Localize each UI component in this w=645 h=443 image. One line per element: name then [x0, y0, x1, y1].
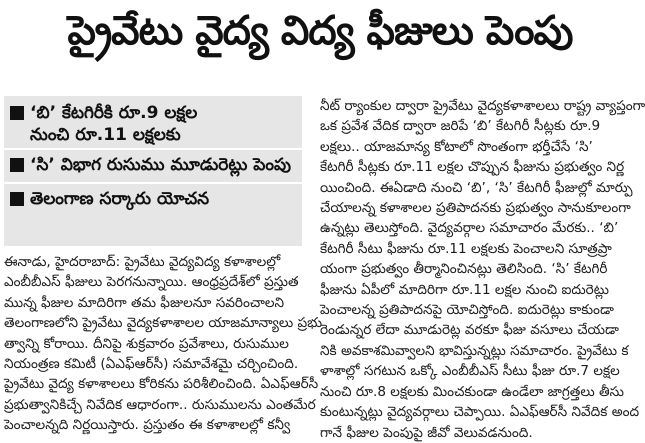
- subheading-item: [10, 188, 300, 214]
- bullet-square-icon: [10, 192, 24, 206]
- article-line: ఎంబీబీఎస్‌ ఫీజులు పెరగనున్నాయి. ఆంధ్రప్రదేశ్‌లో ప్రస్తుత: [4, 274, 299, 291]
- divider: [4, 148, 302, 150]
- article-line: నుంచి రూ.8 లక్షలకు మించకుండా ఉండేలా జాగ్రత్తలు తీసు: [320, 383, 624, 400]
- subheading-box: [4, 96, 302, 246]
- subheading-line: ‘బి’ కేటగిరీకి రూ.9 లక్షల: [30, 103, 198, 123]
- article-line: ఒక ప్రవేశ వేదిక ద్వారా జరిపే ‘బి’ కేటగిరీ సీట్లకు రూ.9: [320, 118, 601, 135]
- article-line: కేటగిరీ సీటు ఫీజును రూ.11 లక్షలకు పెంచాలని సూత్రప్రా: [320, 240, 612, 257]
- article-line: కేటగిరీ సీట్లకు రూ.11 లక్షల చొప్పున ఫీజును ప్రభుత్వం నిర్ణ: [320, 159, 625, 176]
- article-line: నికి అవకాశమివ్వాలని భావిస్తున్నట్లు సమాచారం. ప్రైవేటు క: [320, 342, 629, 359]
- bullet-square-icon: [10, 158, 24, 172]
- article-line: ప్రభుత్వానికిచ్చే నివేదిక ఆధారంగా.. రుసుములను ఎంతమేర: [4, 396, 316, 413]
- article-line: ళాశాల్లో సగటున ఒక్కో ఎంబీబీఎస్‌ సీటు ఫీజు రూ.7 లక్షల: [320, 363, 620, 380]
- bullet-square-icon: [10, 106, 24, 120]
- article-line: తెలంగాణలోని ప్రైవేటు వైద్యకళాశాలల యాజమాన్యాలు ప్రభు: [4, 315, 323, 332]
- article-line: ఫీజును ఏపీలో మాదిరిగా రూ.11 లక్షల నుంచి ఐదురెట్లు: [320, 281, 609, 298]
- article-line: నీట్‌ ర్యాంకుల ద్వారా ప్రైవేటు వైద్యకళాశాలలు రాష్ట్ర వ్యాప్తంగా: [320, 98, 645, 114]
- subheading-item: [10, 102, 300, 146]
- article-line: గానే ఫీజుల పెంపుపై జీవో వెలువడనుంది.: [320, 424, 533, 441]
- headline: ప్రైవేటు వైద్య విద్య ఫీజులు పెంపు: [67, 8, 573, 54]
- article-line: కుంటున్నట్లు వైద్యవర్గాలు చెప్పాయి. ఏఎఫ్‌ఆర్‌సీ నివేదిక అంద: [320, 404, 640, 421]
- subheading-line: ‘సి’ విభాగ రుసుము మూడురెట్లు పెంపు: [30, 155, 291, 175]
- article-line: పెంచాలన్నది నిర్ణయిస్తారు. ప్రస్తుతం ఈ కళాశాలల్లో కన్వీ: [4, 417, 291, 434]
- subheading-line: నుంచి రూ.11 లక్షలకు: [30, 125, 181, 145]
- article-line: ఉన్నట్లు తెలుస్తోంది. వైద్యవర్గాల సమాచారం మేరకు.. ‘బి’: [320, 220, 619, 237]
- divider: [4, 182, 302, 184]
- subheading-line: తెలంగాణ సర్కారు యోచన: [30, 189, 210, 209]
- subheading-item: [10, 154, 300, 180]
- article-line: రెండున్నర లేదా మూడురెట్ల వరకూ ఫీజు వసూలు చేయడా: [320, 322, 619, 339]
- article-line: త్వాన్ని కోరాయి. దీనిపై శుక్రవారం ప్రవేశాలు, రుసుముల: [4, 335, 289, 352]
- article-line: ప్రైవేటు వైద్య కళాశాలలు కోరికను పరిశీలించింది. ఏఎఫ్‌ఆర్‌సీ: [4, 376, 319, 393]
- article-line: పెంచాలన్న ప్రతిపాదనపై యోచిస్తోంది. ఐదురెట్లు కాకుండా: [320, 302, 614, 319]
- article-line: చేయాలన్న కళాశాలల ప్రతిపాదనకు ప్రభుత్వం సానుకూలంగా: [320, 200, 631, 217]
- article-line: మున్న ఫీజుల మాదిరిగా తమ ఫీజులనూ సవరించాలని: [4, 294, 285, 311]
- article-line: నియంత్రణ కమిటీ (ఏఎఫ్‌ఆర్‌సీ) సమావేశమై చర్చించింది.: [4, 356, 299, 373]
- article-left-column: [4, 252, 323, 436]
- article-line: యించింది. ఈఏడాది నుంచి ‘బి’, ‘సి’ కేటగిరీ ఫీజుల్లో మార్పు: [320, 179, 633, 196]
- article-line: యంగా ప్రభుత్వం తీర్మానించినట్లు తెలిసింది. ‘సి’ కేటగిరీ: [320, 261, 608, 278]
- article-line: ఈనాడు, హైదరాబాద్‌: ప్రైవేటు వైద్యవిద్య కళాశాలల్లో: [4, 254, 281, 270]
- article-right-column: [320, 96, 645, 443]
- article-line: లక్షలు.. యాజమాన్య కోటాలో సొంతంగా భర్తీచేసే ‘సి’: [320, 138, 593, 155]
